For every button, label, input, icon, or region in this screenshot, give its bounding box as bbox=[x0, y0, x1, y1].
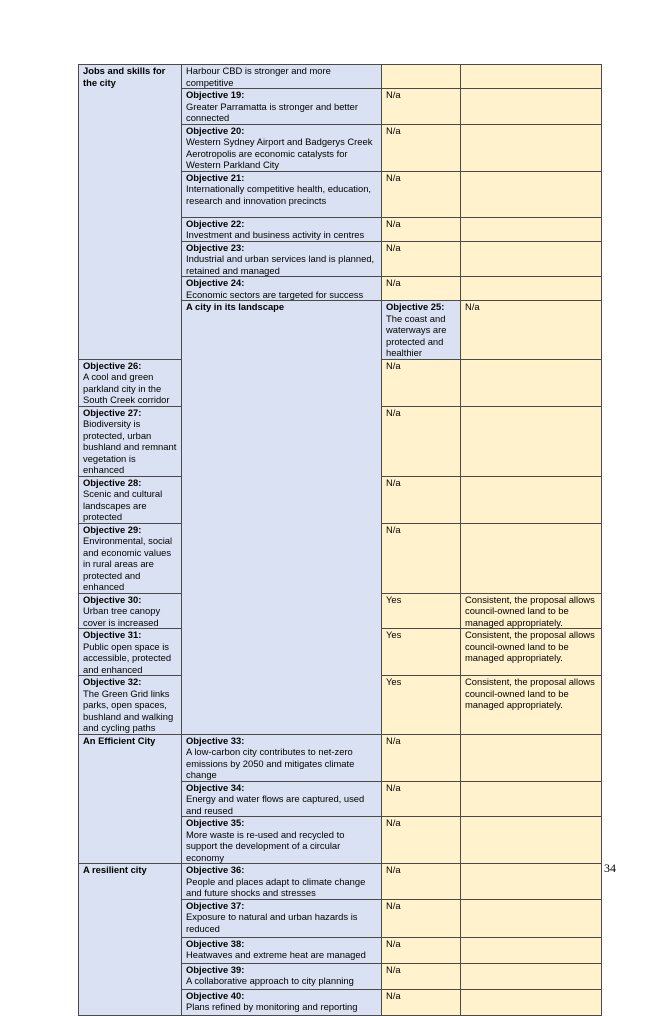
table-row bbox=[79, 65, 602, 89]
objective-description: Investment and business activity in centres bbox=[186, 229, 365, 240]
consistency-cell: N/a bbox=[382, 864, 461, 900]
objective-cell bbox=[182, 899, 382, 937]
comment-cell bbox=[461, 406, 602, 476]
objective-description: Internationally competitive health, education, research and innovation precincts bbox=[186, 183, 372, 206]
comment-cell bbox=[461, 989, 602, 1015]
comment-cell: Consistent, the proposal allows council-owned land to be managed appropriately. bbox=[461, 629, 602, 676]
comment-cell bbox=[461, 963, 602, 989]
objective-description: A low-carbon city contributes to net-zero emissions by 2050 and mitigates climate change bbox=[186, 746, 355, 780]
objective-number: Objective 28: bbox=[83, 476, 142, 488]
objective-number: Objective 37: bbox=[186, 899, 245, 911]
objective-number: Objective 27: bbox=[83, 406, 142, 418]
objective-description: Industrial and urban services land is planned, retained and managed bbox=[186, 253, 375, 276]
objective-cell bbox=[182, 65, 382, 89]
consistency-cell: N/a bbox=[382, 817, 461, 864]
consistency-cell: Yes bbox=[382, 676, 461, 735]
objective-number: Objective 32: bbox=[83, 676, 142, 687]
consistency-cell: Yes bbox=[382, 629, 461, 676]
objective-cell bbox=[79, 359, 182, 406]
objective-description: A collaborative approach to city planning bbox=[186, 975, 354, 986]
objective-description: Biodiversity is protected, urban bushland and remnant vegetation is enhanced bbox=[83, 418, 177, 475]
objective-description: People and places adapt to climate change and future shocks and stresses bbox=[186, 875, 366, 898]
consistency-cell: N/a bbox=[461, 301, 602, 360]
consistency-cell: N/a bbox=[382, 277, 461, 301]
objective-number: Objective 23: bbox=[186, 241, 245, 253]
objective-cell bbox=[182, 989, 382, 1015]
consistency-cell: N/a bbox=[382, 734, 461, 781]
objective-description: The coast and waterways are protected and healthier bbox=[386, 312, 447, 358]
comment-cell bbox=[461, 89, 602, 125]
consistency-cell: N/a bbox=[382, 406, 461, 476]
objective-description: Public open space is accessible, protected and enhanced bbox=[83, 640, 172, 675]
consistency-cell: N/a bbox=[382, 171, 461, 217]
consistency-cell: N/a bbox=[382, 217, 461, 241]
objective-number: Objective 26: bbox=[83, 359, 142, 371]
objective-number: Objective 35: bbox=[186, 817, 245, 828]
objective-number: Objective 22: bbox=[186, 217, 245, 229]
objective-description: Harbour CBD is stronger and more competitive bbox=[186, 65, 331, 88]
objective-number: Objective 19: bbox=[186, 89, 245, 100]
objective-description: Scenic and cultural landscapes are protected bbox=[83, 488, 163, 522]
comment-cell bbox=[461, 241, 602, 277]
objective-cell bbox=[182, 217, 382, 241]
objective-cell bbox=[182, 817, 382, 864]
consistency-cell: N/a bbox=[382, 989, 461, 1015]
objective-description: The Green Grid links parks, open spaces, bushland and walking and cycling paths bbox=[83, 687, 174, 733]
comment-cell bbox=[461, 359, 602, 406]
objective-number: Objective 24: bbox=[186, 277, 245, 288]
objective-cell bbox=[79, 629, 182, 676]
objective-description: Energy and water flows are captured, used and reused bbox=[186, 793, 365, 816]
comment-cell bbox=[461, 864, 602, 900]
objective-number: Objective 20: bbox=[186, 124, 245, 136]
consistency-cell: Yes bbox=[382, 593, 461, 629]
objective-number: Objective 25: bbox=[386, 301, 445, 312]
theme-cell: Jobs and skills for the city bbox=[79, 65, 182, 360]
objective-number: Objective 40: bbox=[186, 989, 245, 1001]
consistency-cell: N/a bbox=[382, 359, 461, 406]
consistency-cell: N/a bbox=[382, 124, 461, 171]
objective-description: Exposure to natural and urban hazards is reduced bbox=[186, 911, 358, 934]
consistency-cell: N/a bbox=[382, 963, 461, 989]
objective-cell bbox=[182, 241, 382, 277]
comment-cell bbox=[461, 217, 602, 241]
comment-cell bbox=[461, 65, 602, 89]
objective-cell bbox=[79, 406, 182, 476]
objective-description: More waste is re-used and recycled to support the development of a circular economy bbox=[186, 828, 345, 863]
objective-cell bbox=[382, 301, 461, 360]
consistency-cell: N/a bbox=[382, 241, 461, 277]
objective-cell bbox=[182, 171, 382, 217]
objective-description: A cool and green parkland city in the South Creek corridor bbox=[83, 371, 170, 405]
objective-description: Environmental, social and economic values in rural areas are protected and enhanced bbox=[83, 535, 173, 592]
objective-number: Objective 34: bbox=[186, 781, 245, 793]
objective-cell bbox=[182, 89, 382, 125]
consistency-cell: N/a bbox=[382, 476, 461, 523]
objective-cell bbox=[182, 734, 382, 781]
objective-description: Plans refined by monitoring and reporting bbox=[186, 1001, 358, 1012]
objective-number: Objective 29: bbox=[83, 523, 142, 535]
theme-cell: An Efficient City bbox=[79, 734, 182, 864]
comment-cell bbox=[461, 124, 602, 171]
objective-cell bbox=[182, 864, 382, 900]
consistency-cell: N/a bbox=[382, 523, 461, 593]
objective-number: Objective 21: bbox=[186, 171, 245, 183]
consistency-cell: N/a bbox=[382, 937, 461, 963]
theme-cell: A city in its landscape bbox=[182, 301, 382, 735]
objective-number: Objective 33: bbox=[186, 734, 245, 746]
objective-cell bbox=[79, 676, 182, 735]
comment-cell bbox=[461, 171, 602, 217]
objective-cell bbox=[79, 476, 182, 523]
comment-cell bbox=[461, 817, 602, 864]
comment-cell bbox=[461, 734, 602, 781]
objective-number: Objective 36: bbox=[186, 864, 245, 875]
comment-cell bbox=[461, 476, 602, 523]
comment-cell bbox=[461, 781, 602, 817]
objective-cell bbox=[182, 277, 382, 301]
comment-cell bbox=[461, 277, 602, 301]
objective-cell bbox=[182, 124, 382, 171]
comment-cell: Consistent, the proposal allows council-owned land to be managed appropriately. bbox=[461, 593, 602, 629]
objective-number: Objective 39: bbox=[186, 963, 245, 975]
objective-cell bbox=[79, 593, 182, 629]
objective-cell bbox=[182, 937, 382, 963]
consistency-cell: N/a bbox=[382, 781, 461, 817]
consistency-cell: N/a bbox=[382, 89, 461, 125]
objective-description: Western Sydney Airport and Badgerys Creek Aerotropolis are economic catalysts for Western Parkland City bbox=[186, 136, 373, 170]
objective-number: Objective 38: bbox=[186, 937, 245, 949]
table-body bbox=[79, 65, 602, 1016]
comment-cell: Consistent, the proposal allows council-owned land to be managed appropriately. bbox=[461, 676, 602, 735]
consistency-cell bbox=[382, 65, 461, 89]
comment-cell bbox=[461, 899, 602, 937]
objective-description: Urban tree canopy cover is increased bbox=[83, 605, 161, 628]
objective-cell bbox=[182, 781, 382, 817]
table-row bbox=[79, 734, 602, 781]
consistency-cell: N/a bbox=[382, 899, 461, 937]
consistency-table bbox=[78, 64, 602, 1016]
comment-cell bbox=[461, 523, 602, 593]
table-row bbox=[79, 864, 602, 900]
objective-number: Objective 31: bbox=[83, 629, 142, 640]
comment-cell bbox=[461, 937, 602, 963]
theme-cell: A resilient city bbox=[79, 864, 182, 1016]
objective-cell bbox=[182, 963, 382, 989]
page-number: 34 bbox=[604, 861, 616, 875]
objective-cell bbox=[79, 523, 182, 593]
objective-number: Objective 30: bbox=[83, 593, 142, 605]
objective-description: Heatwaves and extreme heat are managed bbox=[186, 949, 366, 960]
objective-description: Economic sectors are targeted for success bbox=[186, 288, 364, 300]
objective-description: Greater Parramatta is stronger and better connected bbox=[186, 100, 358, 123]
